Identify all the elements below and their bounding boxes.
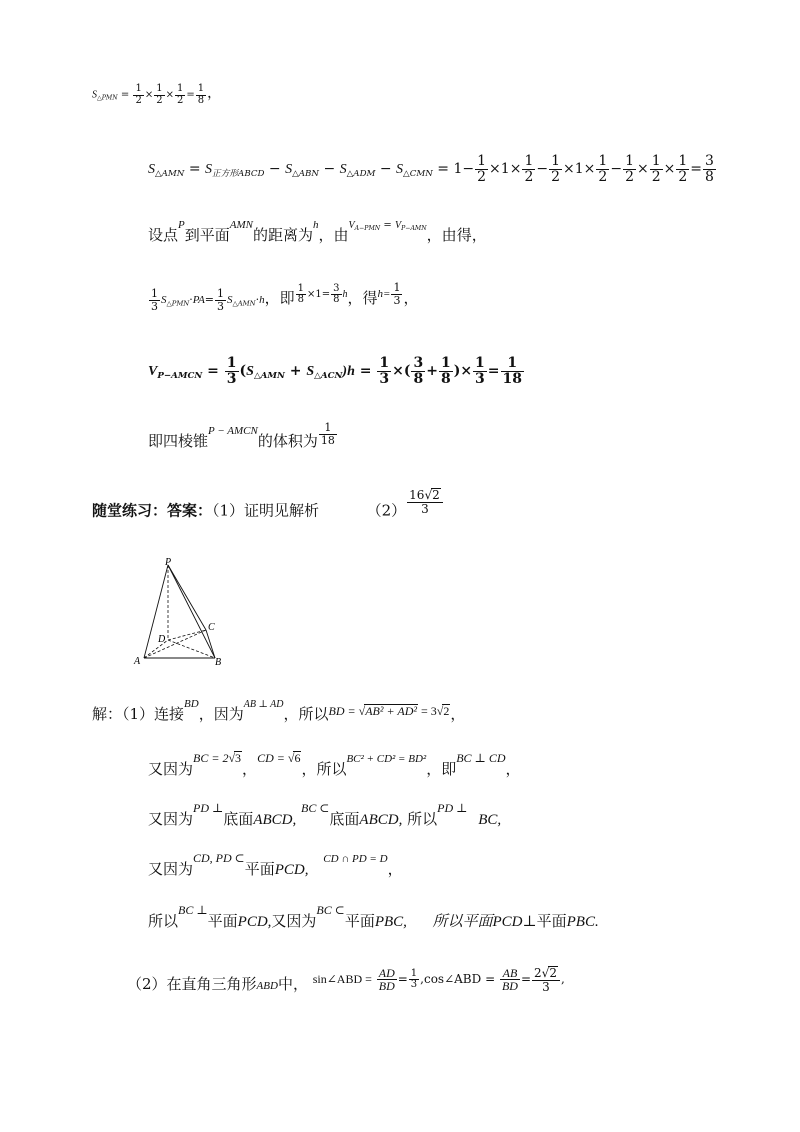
volume-conclusion: 即四棱锥P − AMCN的体积为 $\frac{1}{18}$ bbox=[148, 421, 335, 451]
label-c: C bbox=[208, 622, 215, 633]
eq-area-amn: $S_{\triangle AMN} = S_{正方形ABCD} - S_{\triangle ABN} - S_{\triangle ADM} - S_{\triangle CMN} = 1-$ $\frac{1}{2}$ ×1× $\frac{1}{2}$ − $\frac{1}{2}$ ×1× $\frac{1}{2}$ − $\frac{1}{2}$ × $\frac{1}{2}$ × $\frac{1}{2}$ = $\frac{3}{8}$ bbox=[148, 153, 714, 185]
fraction: $\frac{1}{2}$ bbox=[135, 83, 142, 106]
label-a: A bbox=[134, 656, 141, 667]
subscript: △PMN bbox=[97, 94, 118, 102]
solution-line-3: 又因为PD ⊥底面ABCD, BC ⊂底面ABCD, 所以PD ⊥ BC, bbox=[148, 801, 502, 828]
solution-line-6: （2）在直角三角形ABD中， $^{sin\angle ABD = \frac{AD}{BD} = \frac{1}{3} ,cos\angle ABD = \frac{AB}{BD} = \frac{2√2}{3} ,}$ bbox=[127, 965, 565, 994]
practice-label: 随堂练习：答案： bbox=[92, 501, 213, 520]
equals: = bbox=[120, 89, 130, 101]
label-d: D bbox=[158, 634, 166, 645]
pyramid-figure bbox=[130, 558, 230, 673]
distance-statement: 设点P到平面AMN的距离为h，由$V_{A-PMN} = V_{P-AMN}$，由得， bbox=[148, 219, 487, 244]
volume-equation: $\frac{1}{3}$ $S_{\triangle PMN}\cdot PA=$ $\frac{1}{3}$ $S_{\triangle AMN}\cdot h$，即 $^{\frac{1}{8} \times 1= \frac{3}{8} h}$，得$^{h= \frac{1}{3}}$ ， bbox=[151, 281, 419, 313]
eq-area-pmn: $S_{\triangle PMN}$ = $\frac{1}{2}$ × $\frac{1}{2}$ × $\frac{1}{2}$ = $\frac{1}{8}$ ， bbox=[92, 83, 222, 106]
solution-line-2: 又因为BC = 2√3，CD = √6，所以BC² + CD² = BD²，即BC ⊥ CD， bbox=[148, 751, 521, 778]
label-b: B bbox=[215, 657, 222, 668]
solution-line-1: 解：（1）连接BD，因为AB ⊥ AD，所以BD = √AB² + AD² = 3√2， bbox=[92, 698, 466, 723]
symbol-s: S bbox=[92, 89, 97, 101]
pyramid-volume-equation: $V_{P-AMCN}$ = $\frac{1}{3}$ $(S_{\triangle AMN} + S_{\triangle ACN})h$ = $\frac{1}{3}$ ×( $\frac{3}{8}$ + $\frac{1}{8}$ )× $\frac{1}{3}$ = $\frac{1}{18}$ bbox=[148, 355, 523, 387]
solution-line-5: 所以BC ⊥平面PCD,又因为BC ⊂平面PBC, 所以平面PCD⊥平面PBC. bbox=[148, 903, 599, 930]
label-p: P bbox=[165, 558, 172, 568]
fraction: $\frac{1}{2}$ bbox=[156, 83, 163, 106]
fraction: $\frac{1}{8}$ bbox=[197, 83, 205, 106]
fraction: $\frac{1}{2}$ bbox=[176, 83, 184, 106]
practice-answer: 随堂练习：答案：（1）证明见解析 （2） $\frac{16√2}{3}$ bbox=[92, 498, 444, 525]
solution-line-4: 又因为CD, PD ⊂平面PCD, CD ∩ PD = D， bbox=[148, 851, 403, 878]
